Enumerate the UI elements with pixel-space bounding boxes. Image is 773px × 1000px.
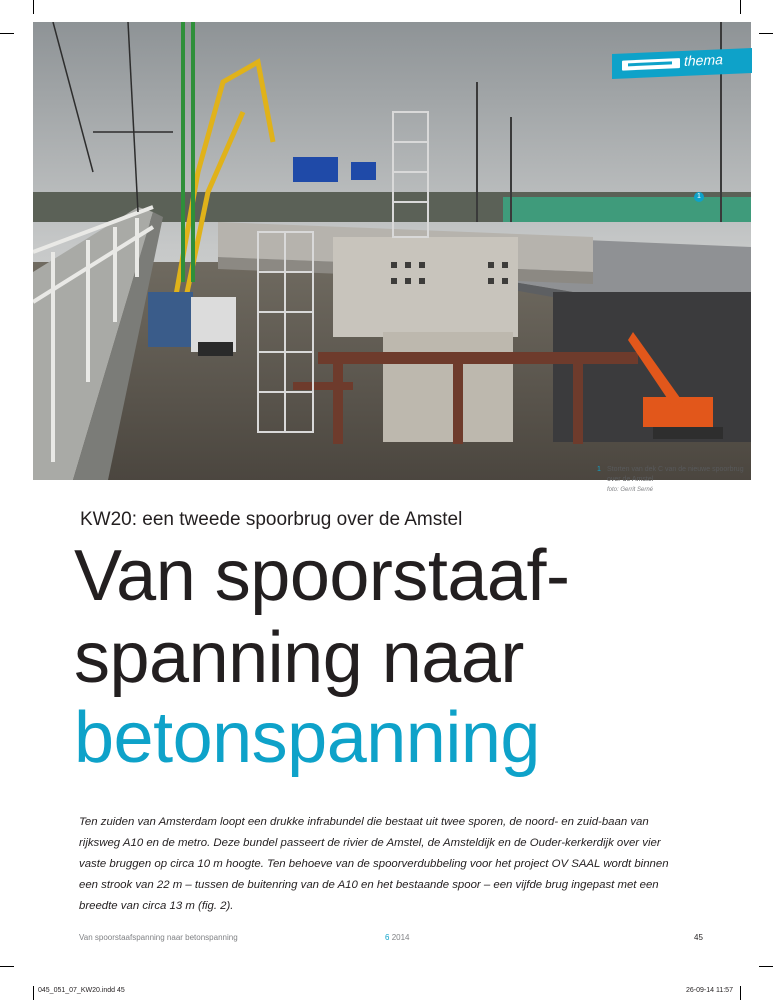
photo-marker: 1 bbox=[694, 192, 704, 202]
intro-paragraph: Ten zuiden van Amsterdam loopt een drukke infrabundel die bestaat uit twee sporen, de noord- en zuid-baan van rijksweg A10 en de metro. Deze bundel passeert de rivier de Amstel, de Amsteldijk en de Ouder-kerkerdijk over vier vaste bruggen op circa 10 m hoogte. Ten behoeve van de spoorverdubbeling voor het project OV SAAL wordt binnen een strook van 22 m – tussen de buitenring van de A10 en het bestaande spoor – een vijfde brug ingepast met een breedte van circa 13 m (fig. 2). bbox=[79, 816, 669, 912]
crop-mark bbox=[740, 986, 741, 1000]
photo-caption bbox=[597, 465, 747, 495]
headline-line-1: Van spoorstaaf- bbox=[74, 536, 570, 616]
construction-photo bbox=[33, 22, 751, 480]
caption-number: 1 bbox=[597, 466, 601, 473]
running-title: Van spoorstaafspanning naar betonspanning bbox=[79, 933, 238, 942]
crop-mark bbox=[740, 0, 741, 14]
magazine-logo-icon bbox=[622, 58, 680, 71]
headline-line-2: spanning naar bbox=[74, 618, 524, 698]
crop-mark bbox=[759, 33, 773, 34]
headline-line-3: betonspanning bbox=[74, 698, 540, 778]
article-kicker: KW20: een tweede spoorbrug over de Amstel bbox=[80, 509, 463, 530]
issue-number: 6 bbox=[385, 933, 390, 942]
slug-file: 045_051_07_KW20.indd 45 bbox=[38, 987, 125, 994]
crop-mark bbox=[0, 33, 14, 34]
issue-info bbox=[385, 933, 409, 942]
caption-text: Storten van dek C van de nieuwe spoorbrug over de Amstel bbox=[607, 466, 744, 483]
crop-mark bbox=[0, 966, 14, 967]
page-number: 45 bbox=[694, 933, 703, 942]
crop-mark bbox=[33, 0, 34, 14]
issue-year: 2014 bbox=[391, 933, 410, 942]
crop-mark bbox=[33, 986, 34, 1000]
slug-datetime: 26-09-14 11:57 bbox=[686, 987, 733, 994]
crop-mark bbox=[759, 966, 773, 967]
section-tag-label: thema bbox=[684, 51, 723, 69]
caption-credit: foto: Gerrit Serné bbox=[607, 487, 654, 493]
